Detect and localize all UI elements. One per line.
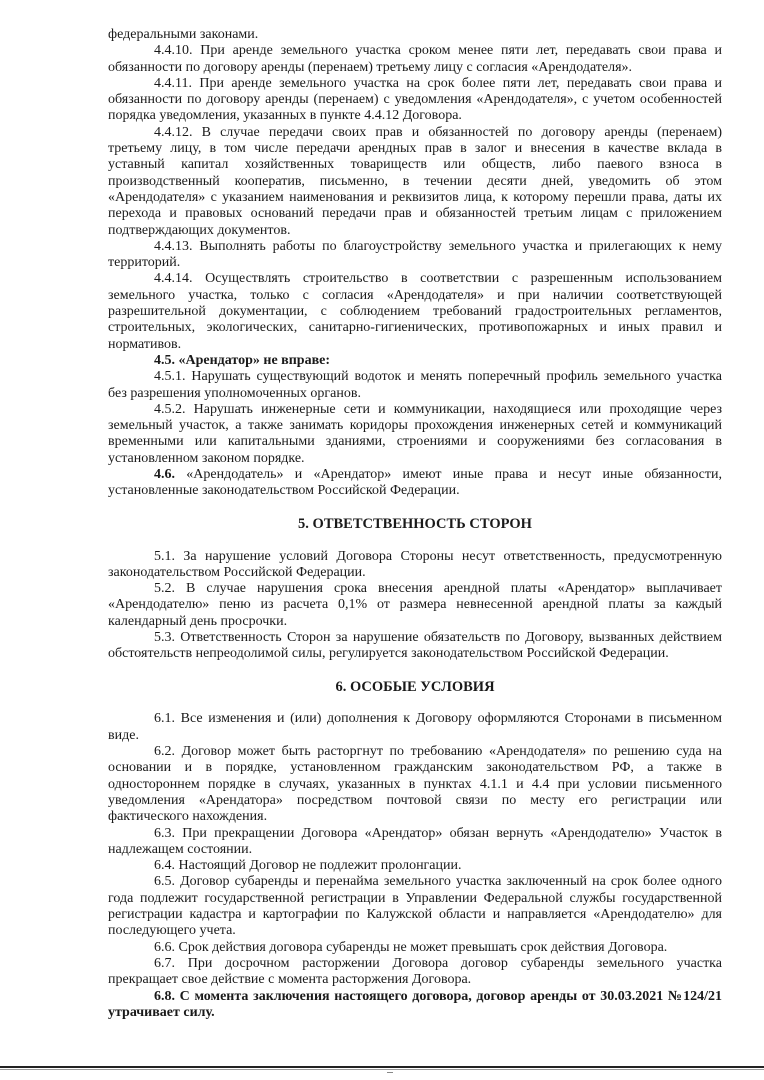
text-line: 6.5. Договор субаренды и перенайма земельного участка заключенный на срок более одного bbox=[154, 874, 722, 890]
section-heading: 6. ОСОБЫЕ УСЛОВИЯ bbox=[335, 678, 495, 695]
text-line: 4.4.13. Выполнять работы по благоустройству земельного участка и прилегающих к нему bbox=[154, 238, 722, 254]
clause-paragraph bbox=[108, 630, 722, 663]
text-line: обязанности по договору аренды (перенаем) с уведомления «Арендодателя», с учетом особенностей bbox=[108, 92, 722, 108]
text-line: виде. bbox=[108, 727, 139, 743]
clause-paragraph bbox=[108, 940, 722, 956]
clause-paragraph bbox=[108, 956, 722, 989]
text-line: разрешительной документации, с соблюдением требований градостроительных регламентов, bbox=[108, 304, 722, 320]
clause-paragraph bbox=[108, 43, 722, 76]
text-line: нормативов. bbox=[108, 336, 182, 352]
text-line: календарный день просрочки. bbox=[108, 613, 288, 629]
text-line: 4.4.10. При аренде земельного участка сроком менее пяти лет, передавать свои права и bbox=[154, 43, 722, 59]
line-text: «Арендодатель» и «Арендатор» имеют иные права и несут иные обязанности, bbox=[175, 467, 722, 483]
text-line: последующего учета. bbox=[108, 923, 236, 939]
clause-paragraph bbox=[108, 467, 722, 500]
text-line: основании и в порядке, установленном гражданским законодательством РФ, а также в bbox=[108, 760, 722, 776]
text-line: без разрешения уполномоченных органов. bbox=[108, 385, 361, 401]
clause-paragraph bbox=[108, 581, 722, 630]
text-line: установленные законодательством Российской Федерации. bbox=[108, 483, 460, 499]
text-line: 4.4.14. Осуществлять строительство в соответствии с разрешенным использованием bbox=[154, 271, 722, 287]
clause-paragraph bbox=[108, 744, 722, 825]
text-line: подтверждающих документов. bbox=[108, 222, 291, 238]
clause-paragraph bbox=[108, 353, 722, 369]
text-line: перехода и правовых оснований передачи прав и обязанностей третьим лицам с приложением bbox=[108, 206, 722, 222]
text-line: обязанности по договору аренды (перенаем) третьему лицу с согласия «Арендодателя». bbox=[108, 59, 633, 75]
text-line: временными или капитальными зданиями, строениями и сооружениями без согласования в bbox=[108, 434, 722, 450]
text-line bbox=[108, 467, 722, 483]
text-line: 6.4. Настоящий Договор не подлежит пролонгации. bbox=[154, 858, 462, 874]
text-line: прекращает свое действие с момента расторжения Договора. bbox=[108, 972, 472, 988]
text-line: федеральными законами. bbox=[108, 27, 259, 42]
text-line: «Арендодателя» с указанием наименования и реквизитов лица, к которому перешли права, даты их bbox=[108, 189, 722, 205]
text-line: уставный капитал хозяйственных товариществ или обществ, либо паевого взноса в bbox=[108, 157, 722, 173]
text-line: утрачивает силу. bbox=[108, 1004, 215, 1020]
text-line: установленном законом порядке. bbox=[108, 450, 305, 466]
clause-paragraph bbox=[108, 858, 722, 874]
text-line: 4.4.12. В случае передачи своих прав и обязанностей по договору аренды (перенаем) bbox=[154, 124, 722, 140]
text-line: фактического нахождения. bbox=[108, 809, 268, 825]
text-line: 4.5. «Арендатор» не вправе: bbox=[154, 352, 331, 368]
text-line: 6.6. Срок действия договора субаренды не может превышать срок действия Договора. bbox=[154, 939, 668, 955]
text-line: производственный кооператив, письменно, в течении десяти дней, уведомить об этом bbox=[108, 173, 722, 189]
text-line: 4.5.1. Нарушать существующий водоток и менять поперечный профиль земельного участка bbox=[154, 369, 722, 385]
text-line: регистрации кадастра и картографии по Калужской области и направляется «Арендодателю» для bbox=[108, 907, 722, 923]
clause-paragraph bbox=[108, 27, 722, 43]
text-line: третьему лицу, в том числе передачи арендных прав в залог и внесения в качестве вклада в bbox=[108, 141, 722, 157]
clause-paragraph bbox=[108, 826, 722, 859]
text-line: уведомления «Арендатора» посредством почтовой связи по месту его регистрации или bbox=[108, 792, 722, 808]
text-line: 4.4.11. При аренде земельного участка на срок более пяти лет, передавать свои права и bbox=[154, 75, 722, 91]
text-line: порядка уведомления, указанных в пункте 4.4.12 Договора. bbox=[108, 108, 462, 124]
text-line: «Арендодателю» пеню из расчета 0,1% от размера невнесенной арендной платы за каждый bbox=[108, 597, 722, 613]
text-line: 5.1. За нарушение условий Договора Стороны несут ответственность, предусмотренную bbox=[154, 548, 722, 564]
text-line: строительных, экологических, санитарно-гигиенических, противопожарных и иных правил и bbox=[108, 320, 722, 336]
text-line: года подлежит государственной регистрации в Управлении Федеральной службы государственной bbox=[108, 890, 722, 906]
scan-mark bbox=[387, 1072, 393, 1073]
text-line: одностороннем порядке в случаях, указанных в пунктах 4.1.1 и 4.4 при условии письменного bbox=[108, 776, 722, 792]
clause-paragraph bbox=[108, 125, 722, 239]
text-line: 4.5.2. Нарушать инженерные сети и коммуникации, находящиеся или проходящие через bbox=[154, 401, 722, 417]
clause-paragraph bbox=[108, 369, 722, 402]
clause-paragraph bbox=[108, 874, 722, 939]
text-line: 6.8. С момента заключения настоящего договора, договор аренды от 30.03.2021 №124/21 bbox=[154, 988, 722, 1004]
text-line: 5.3. Ответственность Сторон за нарушение обязательств по Договору, вызванных действием bbox=[154, 629, 722, 645]
text-line: 6.2. Договор может быть расторгнут по требованию «Арендодателя» по решению суда на bbox=[154, 744, 722, 760]
page-bottom-rule bbox=[0, 1066, 764, 1068]
clause-paragraph bbox=[108, 239, 722, 272]
text-line: земельный участок, а также занимать коридоры прохождения инженерных сетей и коммуникаций bbox=[108, 418, 722, 434]
clause-paragraph bbox=[108, 271, 722, 352]
text-line: обстоятельств непреодолимой силы, регулируется законодательством Российской Федерации. bbox=[108, 646, 669, 662]
text-line: территорий. bbox=[108, 255, 181, 271]
text-line: 5.2. В случае нарушения срока внесения арендной платы «Арендатор» выплачивает bbox=[154, 581, 722, 597]
text-line: надлежащем состоянии. bbox=[108, 841, 253, 857]
clause-number: 4.6. bbox=[154, 467, 175, 483]
text-line: 6.7. При досрочном расторжении Договора договор субаренды земельного участка bbox=[154, 955, 722, 971]
clause-paragraph bbox=[108, 549, 722, 582]
section-heading: 5. ОТВЕТСТВЕННОСТЬ СТОРОН bbox=[298, 515, 532, 532]
text-line: законодательством Российской Федерации. bbox=[108, 564, 366, 580]
page-bottom-rule-shadow bbox=[0, 1069, 764, 1070]
clause-paragraph bbox=[108, 76, 722, 125]
clause-paragraph bbox=[108, 989, 722, 1022]
text-line: 6.1. Все изменения и (или) дополнения к Договору оформляются Сторонами в письменном bbox=[154, 711, 722, 727]
document-page bbox=[108, 27, 722, 1021]
clause-paragraph bbox=[108, 402, 722, 467]
text-line: земельного участка, только с согласия «Арендодателя» и при наличии соответствующей bbox=[108, 287, 722, 303]
text-line: 6.3. При прекращении Договора «Арендатор» обязан вернуть «Арендодателю» Участок в bbox=[154, 825, 722, 841]
clause-paragraph bbox=[108, 711, 722, 744]
